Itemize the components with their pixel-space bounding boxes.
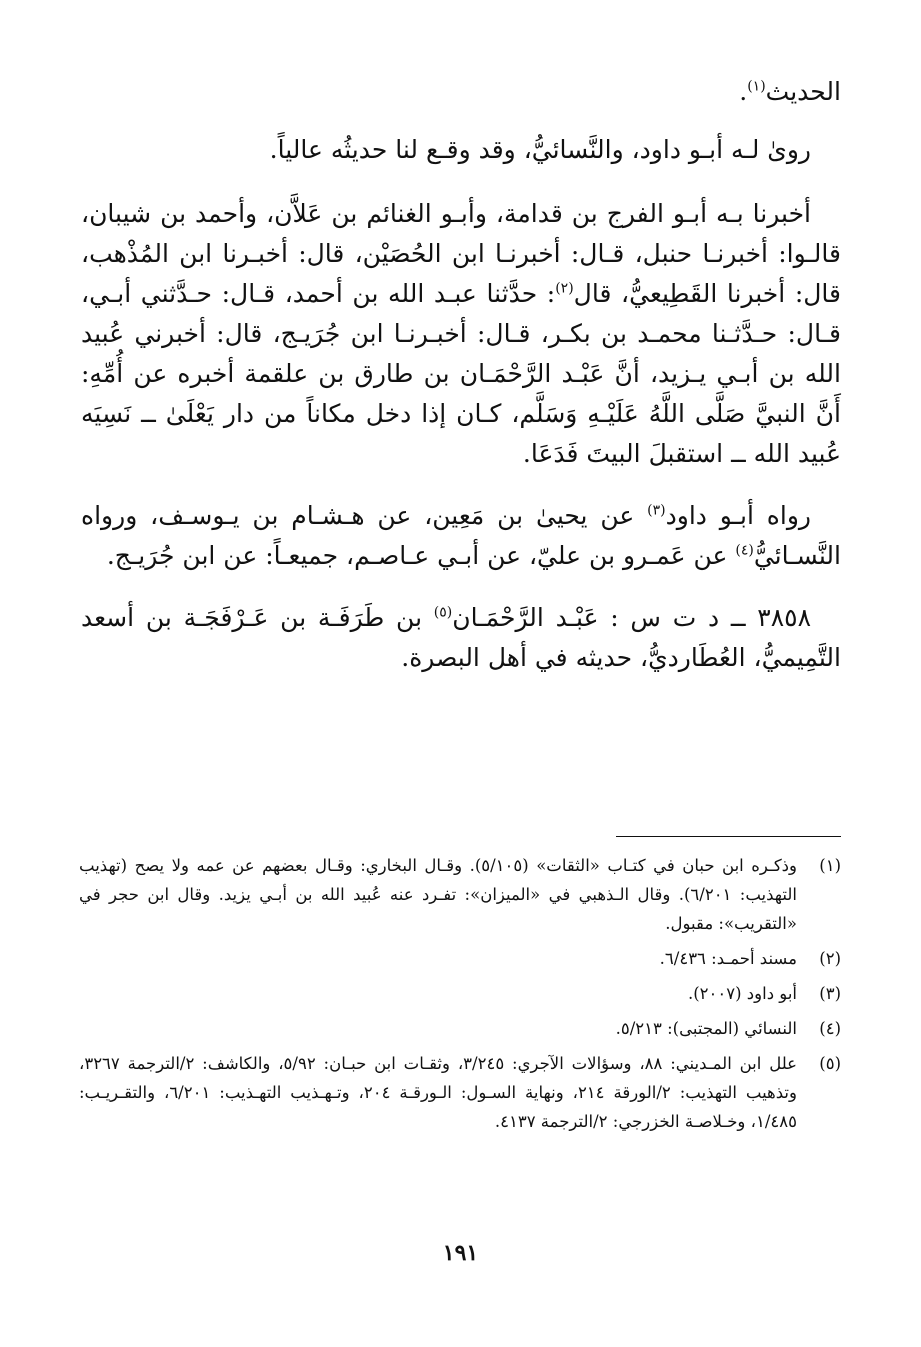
footnote-marker-5: (٥) xyxy=(433,604,453,621)
footnote-text: النسائي (المجتبى): ٥/٢١٣. xyxy=(615,1019,797,1038)
riwaya-part-2: عن يحيىٰ بن مَعِين، عن هـشـام بن يـوسـف، ورواه النَّسـائيُّ xyxy=(81,501,841,570)
footnotes xyxy=(79,851,841,1142)
paragraph-entry-3858 xyxy=(81,598,841,678)
isnad-part-1: أخبرنا بـه أبـو الفرج بن قدامة، وأبـو الغنائم بن عَلاَّن، وأحمد بن شيبان، قالـوا: أخبرنـا حنبل، قـال: أخبرنـا ابن الحُصَيْن، قال: أخبـرنا ابن المُذْهب، قال: أخبرنا القَطِيعيُّ، قال xyxy=(81,199,841,308)
footnote-text: وذكـره ابن حبان في كتـاب «الثقات» (٥/١٠٥). وقـال البخاري: وقـال بعضهم عن عمه ولا يصح (تهذيب التهذيب: ٦/٢٠١). وقال الـذهبي في «الميزان»: تفـرد عنه عُبيد الله بن أبـي يزيد. وقال ابن حجر في «التقريب»: مقبول. xyxy=(79,856,797,933)
isnad-part-2: : حدَّثنا عبـد الله بن أحمد، قـال: حـدَّثني أبـي، قـال: حـدَّثـنا محمـد بن بكـر، قـال: أخبـرنـا ابن جُرَيـج، قال: أخبرني عُبيد الله بن أبـي يـزيد، أنَّ عَبْـد الرَّحْمَـان بن طارق بن علقمة أخبره عن أُمِّهِ: أَنَّ النبيَّ صَلَّى اللَّهُ عَلَيْـهِ وَسَلَّم، كـان إذا دخل مكاناً من دار يَعْلَىٰ ــ نَسِيَه عُبيد الله ــ استقبلَ البيتَ فَدَعَا. xyxy=(81,279,841,468)
footnote-number: (١) xyxy=(819,856,841,875)
footnote-item xyxy=(79,851,841,938)
footnote-marker-2: (٢) xyxy=(555,280,574,297)
riwaya-part-1: رواه أبـو داود xyxy=(665,501,811,530)
opening-line xyxy=(81,72,841,112)
riwaya-part-3: عن عَمـرو بن عليّ، عن أبـي عـاصـم، جميعـاً: عن ابن جُرَيـج. xyxy=(106,541,736,570)
footnote-separator xyxy=(616,836,841,837)
page-number: ١٩١ xyxy=(442,1240,479,1266)
footnote-number: (٤) xyxy=(819,1019,841,1038)
footnote-item xyxy=(79,1049,841,1136)
main-text xyxy=(81,72,841,678)
footnote-marker-4: (٤) xyxy=(735,542,754,559)
footnote-marker-1: (١) xyxy=(747,78,766,95)
footnote-number: (٣) xyxy=(819,984,841,1003)
opening-end: . xyxy=(739,77,748,106)
footnote-text: أبو داود (٢٠٠٧). xyxy=(687,984,797,1003)
footnote-number: (٥) xyxy=(819,1054,841,1073)
entry-heading: ٣٨٥٨ ــ د ت س : عَبْـد الرَّحْمَـان xyxy=(452,603,811,632)
paragraph-narration: رویٰ لـه أبـو داود، والنَّسائيُّ، وقد وقـع لنا حديثُه عالياً. xyxy=(269,135,811,164)
paragraph-isnad xyxy=(81,194,841,474)
footnote-text: علل ابن المـديني: ٨٨، وسؤالات الآجري: ٣/٢٤٥، وثقـات ابن حبـان: ٥/٩٢، والكاشف: ٢/الترجمة ٣٢٦٧، وتذهيب التهذيب: ٢/الورقة ٢١٤، ونهاية السـول: الـورقـة ٢٠٤، وتـهـذيب التهـذيب: ٦/٢٠١، والتقـريـب: ١/٤٨٥، وخـلاصـة الخزرجي: ٢/الترجمة ٤١٣٧. xyxy=(79,1054,798,1131)
footnote-number: (٢) xyxy=(819,949,841,968)
opening-word: الحديث xyxy=(765,77,841,106)
paragraph-riwaya xyxy=(81,496,841,576)
footnote-item xyxy=(79,979,841,1008)
footnote-item xyxy=(79,1014,841,1043)
entry-text: بن طَرَفَـة بن عَـرْفَجَـة بن أسعد التَّمِيميُّ، العُطَارديُّ، حديثه في أهل البصرة. xyxy=(81,603,841,672)
footnote-marker-3: (٣) xyxy=(647,502,666,519)
footnote-item xyxy=(79,944,841,973)
footnote-text: مسند أحمـد: ٦/٤٣٦. xyxy=(659,949,797,968)
